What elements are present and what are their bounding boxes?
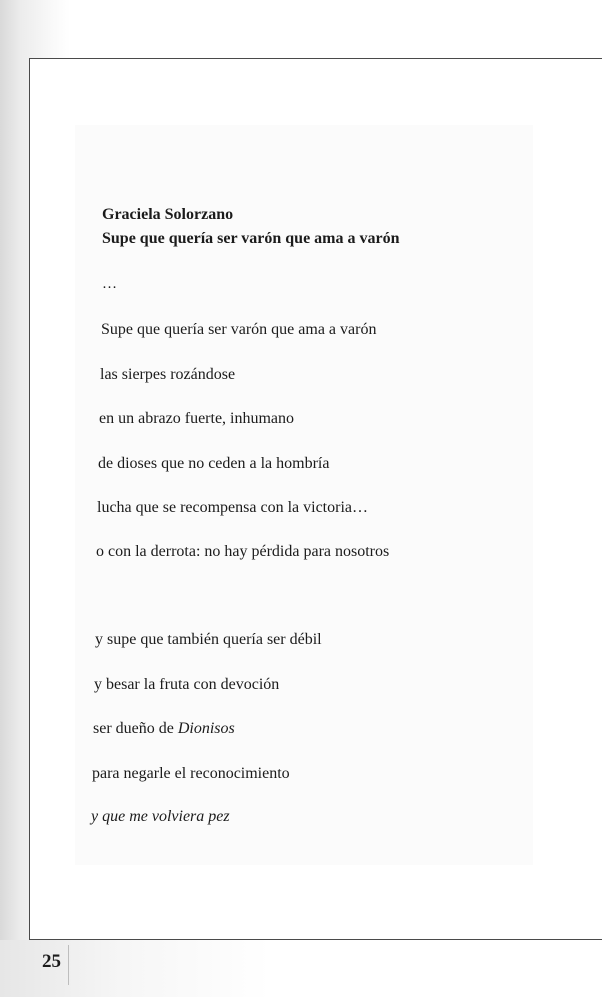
verse-line: y que me volviera pez xyxy=(91,808,230,825)
page-number: 25 xyxy=(42,951,61,972)
verse-line xyxy=(93,719,235,739)
poem-title: Supe que quería ser varón que ama a varón xyxy=(102,230,400,247)
poem-ellipsis: … xyxy=(102,276,118,292)
verse-line: en un abrazo fuerte, inhumano xyxy=(99,410,295,427)
poem-author: Graciela Solorzano xyxy=(102,206,234,223)
verse-italic-text: Dionisos xyxy=(177,720,235,737)
verse-line: de dioses que no ceden a la hombría xyxy=(98,455,330,472)
page-number-rule xyxy=(68,945,69,985)
verse-line: o con la derrota: no hay pérdida para nosotros xyxy=(96,543,390,560)
verse-text: ser dueño de xyxy=(93,720,178,737)
scan-bottom-shadow xyxy=(0,940,602,997)
verse-line: y besar la fruta con devoción xyxy=(94,676,280,693)
verse-line: lucha que se recompensa con la victoria… xyxy=(97,499,368,516)
verse-line: y supe que también quería ser débil xyxy=(95,631,322,648)
verse-line: para negarle el reconocimiento xyxy=(92,765,290,782)
verse-line: Supe que quería ser varón que ama a varón xyxy=(101,321,377,338)
verse-line: las sierpes rozándose xyxy=(100,366,236,383)
